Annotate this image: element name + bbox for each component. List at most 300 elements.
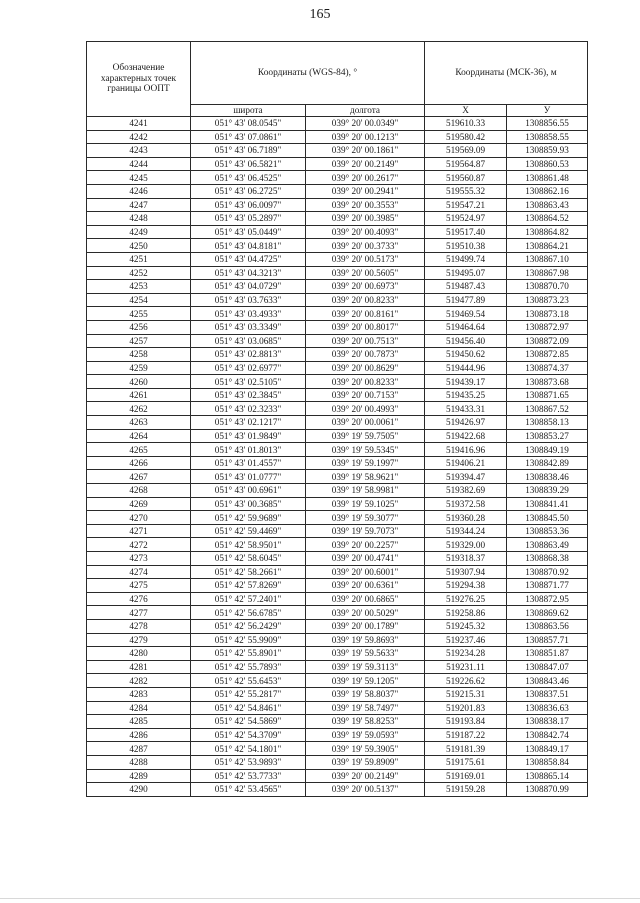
x-cell: 519487.43: [425, 280, 507, 294]
y-cell: 1308867.52: [507, 402, 588, 416]
point-number-cell: 4282: [87, 674, 191, 688]
point-number-cell: 4284: [87, 701, 191, 715]
y-cell: 1308873.68: [507, 375, 588, 389]
table-row: [87, 674, 588, 688]
longitude-cell: 039° 19' 59.3077": [306, 511, 425, 525]
x-cell: 519382.69: [425, 484, 507, 498]
point-number-cell: 4263: [87, 416, 191, 430]
longitude-cell: 039° 20' 00.6865": [306, 592, 425, 606]
x-cell: 519580.42: [425, 130, 507, 144]
point-number-cell: 4252: [87, 266, 191, 280]
point-number-cell: 4277: [87, 606, 191, 620]
table-row: [87, 171, 588, 185]
point-number-cell: 4287: [87, 742, 191, 756]
latitude-cell: 051° 43' 06.2725": [191, 184, 306, 198]
table-row: [87, 592, 588, 606]
point-number-cell: 4272: [87, 538, 191, 552]
x-cell: 519439.17: [425, 375, 507, 389]
latitude-cell: 051° 42' 55.7893": [191, 660, 306, 674]
x-cell: 519450.62: [425, 348, 507, 362]
latitude-cell: 051° 42' 58.2661": [191, 565, 306, 579]
table-row: [87, 429, 588, 443]
x-cell: 519564.87: [425, 157, 507, 171]
latitude-cell: 051° 43' 04.8181": [191, 239, 306, 253]
point-number-cell: 4280: [87, 647, 191, 661]
longitude-cell: 039° 19' 58.9621": [306, 470, 425, 484]
header-point-designation: Обозначение характерных точек границы ООПТ: [87, 42, 191, 117]
latitude-cell: 051° 42' 53.9893": [191, 755, 306, 769]
y-cell: 1308842.74: [507, 728, 588, 742]
y-cell: 1308864.52: [507, 212, 588, 226]
longitude-cell: 039° 20' 00.6973": [306, 280, 425, 294]
y-cell: 1308839.29: [507, 484, 588, 498]
x-cell: 519187.22: [425, 728, 507, 742]
table-row: [87, 687, 588, 701]
longitude-cell: 039° 19' 58.8037": [306, 687, 425, 701]
x-cell: 519547.21: [425, 198, 507, 212]
latitude-cell: 051° 43' 02.3233": [191, 402, 306, 416]
y-cell: 1308870.99: [507, 783, 588, 797]
y-cell: 1308853.27: [507, 429, 588, 443]
longitude-cell: 039° 20' 00.4741": [306, 552, 425, 566]
y-cell: 1308859.93: [507, 144, 588, 158]
x-cell: 519193.84: [425, 715, 507, 729]
longitude-cell: 039° 20' 00.8233": [306, 375, 425, 389]
point-number-cell: 4258: [87, 348, 191, 362]
point-number-cell: 4283: [87, 687, 191, 701]
y-cell: 1308856.55: [507, 117, 588, 131]
y-cell: 1308838.17: [507, 715, 588, 729]
latitude-cell: 051° 43' 02.5105": [191, 375, 306, 389]
header-latitude: широта: [191, 105, 306, 117]
longitude-cell: 039° 19' 59.3113": [306, 660, 425, 674]
y-cell: 1308837.51: [507, 687, 588, 701]
latitude-cell: 051° 43' 04.3213": [191, 266, 306, 280]
longitude-cell: 039° 20' 00.8233": [306, 293, 425, 307]
latitude-cell: 051° 43' 01.9849": [191, 429, 306, 443]
latitude-cell: 051° 43' 08.0545": [191, 117, 306, 131]
table-row: [87, 252, 588, 266]
longitude-cell: 039° 20' 00.3985": [306, 212, 425, 226]
x-cell: 519329.00: [425, 538, 507, 552]
longitude-cell: 039° 20' 00.0349": [306, 117, 425, 131]
table-row: [87, 157, 588, 171]
y-cell: 1308868.38: [507, 552, 588, 566]
point-number-cell: 4270: [87, 511, 191, 525]
y-cell: 1308873.18: [507, 307, 588, 321]
y-cell: 1308858.84: [507, 755, 588, 769]
latitude-cell: 051° 42' 53.7733": [191, 769, 306, 783]
latitude-cell: 051° 43' 05.2897": [191, 212, 306, 226]
point-number-cell: 4286: [87, 728, 191, 742]
longitude-cell: 039° 20' 00.2617": [306, 171, 425, 185]
table-row: [87, 348, 588, 362]
latitude-cell: 051° 43' 06.0097": [191, 198, 306, 212]
x-cell: 519201.83: [425, 701, 507, 715]
latitude-cell: 051° 42' 55.8901": [191, 647, 306, 661]
x-cell: 519215.31: [425, 687, 507, 701]
latitude-cell: 051° 42' 56.6785": [191, 606, 306, 620]
y-cell: 1308860.53: [507, 157, 588, 171]
point-number-cell: 4248: [87, 212, 191, 226]
point-number-cell: 4268: [87, 484, 191, 498]
x-cell: 519169.01: [425, 769, 507, 783]
y-cell: 1308864.82: [507, 225, 588, 239]
longitude-cell: 039° 20' 00.3733": [306, 239, 425, 253]
latitude-cell: 051° 43' 07.0861": [191, 130, 306, 144]
longitude-cell: 039° 20' 00.2257": [306, 538, 425, 552]
latitude-cell: 051° 43' 01.8013": [191, 443, 306, 457]
y-cell: 1308871.65: [507, 388, 588, 402]
longitude-cell: 039° 19' 58.8253": [306, 715, 425, 729]
table-row: [87, 225, 588, 239]
table-row: [87, 619, 588, 633]
table-row: [87, 320, 588, 334]
point-number-cell: 4264: [87, 429, 191, 443]
header-y: У: [507, 105, 588, 117]
latitude-cell: 051° 42' 58.6045": [191, 552, 306, 566]
x-cell: 519433.31: [425, 402, 507, 416]
point-number-cell: 4251: [87, 252, 191, 266]
longitude-cell: 039° 19' 59.7505": [306, 429, 425, 443]
table-row: [87, 769, 588, 783]
y-cell: 1308858.13: [507, 416, 588, 430]
latitude-cell: 051° 42' 57.8269": [191, 579, 306, 593]
table-row: [87, 361, 588, 375]
header-longitude: долгота: [306, 105, 425, 117]
table-row: [87, 117, 588, 131]
y-cell: 1308871.77: [507, 579, 588, 593]
point-number-cell: 4247: [87, 198, 191, 212]
header-wgs84: Координаты (WGS-84), °: [191, 42, 425, 105]
longitude-cell: 039° 20' 00.6361": [306, 579, 425, 593]
longitude-cell: 039° 19' 58.9981": [306, 484, 425, 498]
y-cell: 1308858.55: [507, 130, 588, 144]
y-cell: 1308870.92: [507, 565, 588, 579]
y-cell: 1308851.87: [507, 647, 588, 661]
longitude-cell: 039° 19' 59.8909": [306, 755, 425, 769]
x-cell: 519435.25: [425, 388, 507, 402]
table-row: [87, 579, 588, 593]
longitude-cell: 039° 19' 59.0593": [306, 728, 425, 742]
latitude-cell: 051° 43' 03.7633": [191, 293, 306, 307]
y-cell: 1308872.85: [507, 348, 588, 362]
latitude-cell: 051° 42' 55.6453": [191, 674, 306, 688]
latitude-cell: 051° 42' 57.2401": [191, 592, 306, 606]
x-cell: 519344.24: [425, 524, 507, 538]
longitude-cell: 039° 19' 59.3905": [306, 742, 425, 756]
x-cell: 519372.58: [425, 497, 507, 511]
x-cell: 519555.32: [425, 184, 507, 198]
coordinates-table: [86, 41, 588, 797]
latitude-cell: 051° 43' 04.0729": [191, 280, 306, 294]
y-cell: 1308872.09: [507, 334, 588, 348]
table-row: [87, 239, 588, 253]
y-cell: 1308853.36: [507, 524, 588, 538]
y-cell: 1308869.62: [507, 606, 588, 620]
point-number-cell: 4278: [87, 619, 191, 633]
point-number-cell: 4243: [87, 144, 191, 158]
longitude-cell: 039° 20' 00.1789": [306, 619, 425, 633]
y-cell: 1308836.63: [507, 701, 588, 715]
x-cell: 519469.54: [425, 307, 507, 321]
x-cell: 519422.68: [425, 429, 507, 443]
point-number-cell: 4246: [87, 184, 191, 198]
point-number-cell: 4274: [87, 565, 191, 579]
y-cell: 1308862.16: [507, 184, 588, 198]
latitude-cell: 051° 42' 55.9909": [191, 633, 306, 647]
point-number-cell: 4255: [87, 307, 191, 321]
table-row: [87, 184, 588, 198]
table-row: [87, 497, 588, 511]
y-cell: 1308843.46: [507, 674, 588, 688]
y-cell: 1308863.49: [507, 538, 588, 552]
longitude-cell: 039° 20' 00.1861": [306, 144, 425, 158]
point-number-cell: 4260: [87, 375, 191, 389]
latitude-cell: 051° 43' 02.1217": [191, 416, 306, 430]
latitude-cell: 051° 43' 06.5821": [191, 157, 306, 171]
point-number-cell: 4241: [87, 117, 191, 131]
x-cell: 519245.32: [425, 619, 507, 633]
y-cell: 1308867.98: [507, 266, 588, 280]
latitude-cell: 051° 43' 03.4933": [191, 307, 306, 321]
longitude-cell: 039° 19' 59.5633": [306, 647, 425, 661]
table-row: [87, 742, 588, 756]
longitude-cell: 039° 20' 00.2149": [306, 157, 425, 171]
latitude-cell: 051° 42' 54.8461": [191, 701, 306, 715]
latitude-cell: 051° 43' 06.4525": [191, 171, 306, 185]
x-cell: 519464.64: [425, 320, 507, 334]
y-cell: 1308867.10: [507, 252, 588, 266]
point-number-cell: 4261: [87, 388, 191, 402]
latitude-cell: 051° 42' 54.1801": [191, 742, 306, 756]
point-number-cell: 4259: [87, 361, 191, 375]
latitude-cell: 051° 42' 54.5869": [191, 715, 306, 729]
point-number-cell: 4271: [87, 524, 191, 538]
y-cell: 1308845.50: [507, 511, 588, 525]
table-row: [87, 633, 588, 647]
table-row: [87, 783, 588, 797]
page-bottom-edge: [0, 898, 640, 899]
latitude-cell: 051° 43' 01.4557": [191, 456, 306, 470]
latitude-cell: 051° 43' 00.3685": [191, 497, 306, 511]
longitude-cell: 039° 19' 58.7497": [306, 701, 425, 715]
y-cell: 1308857.71: [507, 633, 588, 647]
latitude-cell: 051° 43' 01.0777": [191, 470, 306, 484]
y-cell: 1308874.37: [507, 361, 588, 375]
point-number-cell: 4254: [87, 293, 191, 307]
x-cell: 519226.62: [425, 674, 507, 688]
latitude-cell: 051° 43' 00.6961": [191, 484, 306, 498]
y-cell: 1308863.56: [507, 619, 588, 633]
y-cell: 1308863.43: [507, 198, 588, 212]
x-cell: 519175.61: [425, 755, 507, 769]
longitude-cell: 039° 19' 59.7073": [306, 524, 425, 538]
point-number-cell: 4249: [87, 225, 191, 239]
longitude-cell: 039° 20' 00.1213": [306, 130, 425, 144]
table-row: [87, 647, 588, 661]
table-row: [87, 728, 588, 742]
page-number: 165: [309, 7, 331, 22]
table-row: [87, 144, 588, 158]
x-cell: 519394.47: [425, 470, 507, 484]
y-cell: 1308841.41: [507, 497, 588, 511]
point-number-cell: 4281: [87, 660, 191, 674]
y-cell: 1308861.48: [507, 171, 588, 185]
longitude-cell: 039° 20' 00.8629": [306, 361, 425, 375]
x-cell: 519237.46: [425, 633, 507, 647]
table-row: [87, 266, 588, 280]
table-row: [87, 511, 588, 525]
table-row: [87, 388, 588, 402]
table-row: [87, 402, 588, 416]
point-number-cell: 4265: [87, 443, 191, 457]
latitude-cell: 051° 43' 05.0449": [191, 225, 306, 239]
table-row: [87, 456, 588, 470]
latitude-cell: 051° 43' 06.7189": [191, 144, 306, 158]
longitude-cell: 039° 20' 00.7873": [306, 348, 425, 362]
longitude-cell: 039° 20' 00.4993": [306, 402, 425, 416]
point-number-cell: 4275: [87, 579, 191, 593]
x-cell: 519234.28: [425, 647, 507, 661]
longitude-cell: 039° 20' 00.5029": [306, 606, 425, 620]
longitude-cell: 039° 20' 00.4093": [306, 225, 425, 239]
x-cell: 519416.96: [425, 443, 507, 457]
table-body: [87, 117, 588, 797]
longitude-cell: 039° 20' 00.2941": [306, 184, 425, 198]
point-number-cell: 4267: [87, 470, 191, 484]
latitude-cell: 051° 42' 54.3709": [191, 728, 306, 742]
table-row: [87, 565, 588, 579]
point-number-cell: 4253: [87, 280, 191, 294]
table-row: [87, 538, 588, 552]
y-cell: 1308842.89: [507, 456, 588, 470]
x-cell: 519495.07: [425, 266, 507, 280]
latitude-cell: 051° 43' 03.0685": [191, 334, 306, 348]
header-msk36: Координаты (МСК-36), м: [425, 42, 588, 105]
x-cell: 519569.09: [425, 144, 507, 158]
point-number-cell: 4242: [87, 130, 191, 144]
y-cell: 1308849.17: [507, 742, 588, 756]
longitude-cell: 039° 20' 00.0061": [306, 416, 425, 430]
x-cell: 519231.11: [425, 660, 507, 674]
y-cell: 1308849.19: [507, 443, 588, 457]
point-number-cell: 4285: [87, 715, 191, 729]
table-row: [87, 293, 588, 307]
y-cell: 1308873.23: [507, 293, 588, 307]
x-cell: 519360.28: [425, 511, 507, 525]
x-cell: 519307.94: [425, 565, 507, 579]
latitude-cell: 051° 42' 55.2817": [191, 687, 306, 701]
latitude-cell: 051° 43' 02.6977": [191, 361, 306, 375]
point-number-cell: 4257: [87, 334, 191, 348]
table-row: [87, 280, 588, 294]
y-cell: 1308870.70: [507, 280, 588, 294]
x-cell: 519181.39: [425, 742, 507, 756]
point-number-cell: 4262: [87, 402, 191, 416]
table-row: [87, 375, 588, 389]
table-row: [87, 307, 588, 321]
table-row: [87, 715, 588, 729]
table-row: [87, 443, 588, 457]
x-cell: 519610.33: [425, 117, 507, 131]
x-cell: 519276.25: [425, 592, 507, 606]
point-number-cell: 4244: [87, 157, 191, 171]
latitude-cell: 051° 43' 03.3349": [191, 320, 306, 334]
table-row: [87, 524, 588, 538]
latitude-cell: 051° 43' 02.8813": [191, 348, 306, 362]
point-number-cell: 4288: [87, 755, 191, 769]
longitude-cell: 039° 20' 00.8161": [306, 307, 425, 321]
y-cell: 1308838.46: [507, 470, 588, 484]
longitude-cell: 039° 20' 00.5137": [306, 783, 425, 797]
table-row: [87, 552, 588, 566]
point-number-cell: 4269: [87, 497, 191, 511]
point-number-cell: 4245: [87, 171, 191, 185]
point-number-cell: 4266: [87, 456, 191, 470]
x-cell: 519560.87: [425, 171, 507, 185]
longitude-cell: 039° 20' 00.2149": [306, 769, 425, 783]
longitude-cell: 039° 20' 00.7153": [306, 388, 425, 402]
longitude-cell: 039° 20' 00.3553": [306, 198, 425, 212]
table-row: [87, 701, 588, 715]
table-row: [87, 130, 588, 144]
y-cell: 1308872.97: [507, 320, 588, 334]
latitude-cell: 051° 42' 59.9689": [191, 511, 306, 525]
x-cell: 519318.37: [425, 552, 507, 566]
point-number-cell: 4279: [87, 633, 191, 647]
latitude-cell: 051° 43' 02.3845": [191, 388, 306, 402]
longitude-cell: 039° 19' 59.5345": [306, 443, 425, 457]
x-cell: 519159.28: [425, 783, 507, 797]
x-cell: 519517.40: [425, 225, 507, 239]
x-cell: 519294.38: [425, 579, 507, 593]
header-x: X: [425, 105, 507, 117]
table-row: [87, 470, 588, 484]
point-number-cell: 4290: [87, 783, 191, 797]
latitude-cell: 051° 42' 58.9501": [191, 538, 306, 552]
longitude-cell: 039° 19' 59.8693": [306, 633, 425, 647]
x-cell: 519406.21: [425, 456, 507, 470]
table-row: [87, 416, 588, 430]
x-cell: 519499.74: [425, 252, 507, 266]
y-cell: 1308865.14: [507, 769, 588, 783]
latitude-cell: 051° 43' 04.4725": [191, 252, 306, 266]
point-number-cell: 4256: [87, 320, 191, 334]
x-cell: 519477.89: [425, 293, 507, 307]
x-cell: 519444.96: [425, 361, 507, 375]
table-row: [87, 484, 588, 498]
x-cell: 519456.40: [425, 334, 507, 348]
x-cell: 519426.97: [425, 416, 507, 430]
longitude-cell: 039° 20' 00.5605": [306, 266, 425, 280]
longitude-cell: 039° 19' 59.1025": [306, 497, 425, 511]
y-cell: 1308864.21: [507, 239, 588, 253]
point-number-cell: 4276: [87, 592, 191, 606]
longitude-cell: 039° 20' 00.8017": [306, 320, 425, 334]
table-row: [87, 212, 588, 226]
point-number-cell: 4289: [87, 769, 191, 783]
table-row: [87, 755, 588, 769]
table-row: [87, 334, 588, 348]
x-cell: 519258.86: [425, 606, 507, 620]
longitude-cell: 039° 20' 00.5173": [306, 252, 425, 266]
longitude-cell: 039° 19' 59.1205": [306, 674, 425, 688]
x-cell: 519510.38: [425, 239, 507, 253]
point-number-cell: 4250: [87, 239, 191, 253]
y-cell: 1308872.95: [507, 592, 588, 606]
table-row: [87, 198, 588, 212]
